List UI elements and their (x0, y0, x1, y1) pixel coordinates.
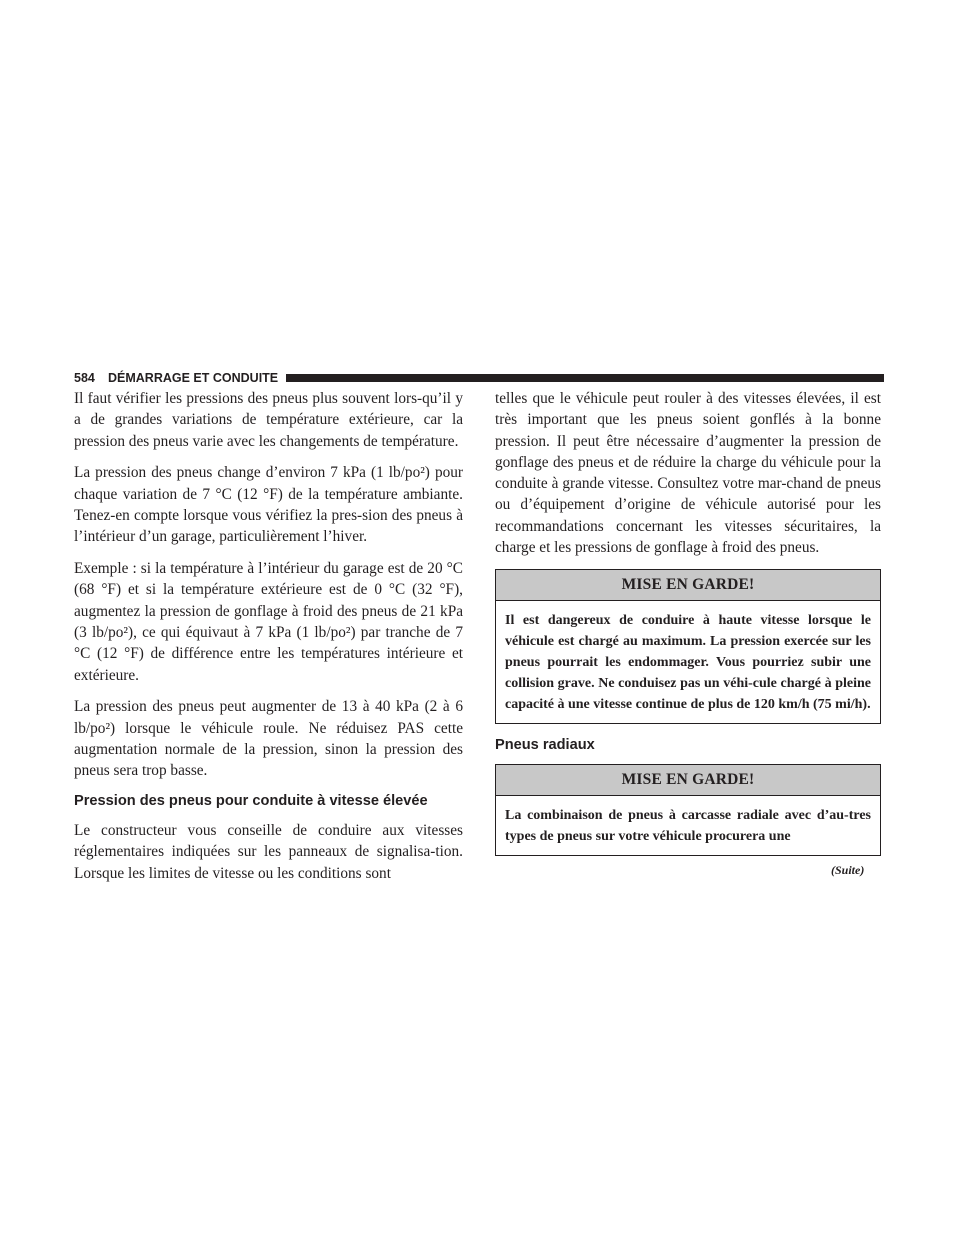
continued-label: (Suite) (831, 863, 865, 877)
heading-high-speed: Pression des pneus pour conduite à vitesse élevée (74, 793, 428, 810)
paragraph-pressure-change: La pression des pneus change d’environ 7 kPa (1 lb/po²) pour chaque variation de 7 °C (12 °F) de la température ambiante. Tenez-en compte lorsque vous vérifiez la pres-sion des pneus à l’intérieur d’un garage, particulièrement l’hiver. (74, 464, 463, 546)
paragraph-pressure-increase: La pression des pneus peut augmenter de 13 à 40 kPa (2 à 6 lb/po²) lorsque le véhicule roule. Ne réduisez PAS cette augmentation normale de la pression, sinon la pression des pneus sera trop basse. (74, 698, 463, 780)
warning-box-high-speed (495, 569, 881, 724)
heading-radial-tires: Pneus radiaux (495, 736, 595, 753)
warning-box-radial (495, 764, 881, 856)
paragraph-pressure-check: Il faut vérifier les pressions des pneus plus souvent lors-qu’il y a de grandes variations de température extérieure, car la pression des pneus varie avec les changements de température. (74, 390, 463, 450)
left-column (74, 388, 463, 894)
paragraph-example: Exemple : si la température à l’intérieur du garage est de 20 °C (68 °F) et si la température extérieure est de 0 °C (32 °F), augmentez la pression de gonflage à froid des pneus de 21 kPa (3 lb/po²), ce qui équivaut à 7 kPa (1 lb/po²) par tranche de 7 °C (12 °F) de différence entre les températures intérieure et extérieure. (74, 560, 463, 684)
warning-text: Il est dangereux de conduire à haute vitesse lorsque le véhicule est chargé au maximum. La pression exercée sur les pneus pourrait les endommager. Vous pourriez subir une collision grave. Ne conduisez pas un véhi-cule chargé à pleine capacité à une vitesse continue de plus de 120 km/h (75 mi/h). (505, 612, 871, 712)
page-header (74, 371, 884, 385)
header-rule (286, 374, 884, 382)
paragraph-high-speed-continued: telles que le véhicule peut rouler à des vitesses élevées, il est très important que les pneus soient gonflés à la bonne pression. Il peut être nécessaire d’augmenter la pression de gonflage des pneus et de réduire la charge du véhicule pour la conduite à grande vitesse. Consultez votre mar-chand de pneus ou d’équipement d’origine de véhicule autorisé pour les recommandations concernant les vitesses sécuritaires, la charge et les pressions de gonflage à froid des pneus. (495, 390, 881, 557)
warning-text: La combinaison de pneus à carcasse radiale avec d’au-tres types de pneus sur votre véhicule procurera une (505, 807, 871, 844)
paragraph-speed-advice: Le constructeur vous conseille de conduire aux vitesses réglementaires indiquées sur les panneaux de signalisa-tion. Lorsque les limites de vitesse ou les conditions sont (74, 822, 463, 882)
page-number: 584 (74, 371, 95, 385)
warning-title: MISE EN GARDE! (496, 765, 880, 796)
warning-title: MISE EN GARDE! (496, 570, 880, 601)
right-column (495, 388, 881, 868)
section-title: DÉMARRAGE ET CONDUITE (108, 371, 279, 385)
